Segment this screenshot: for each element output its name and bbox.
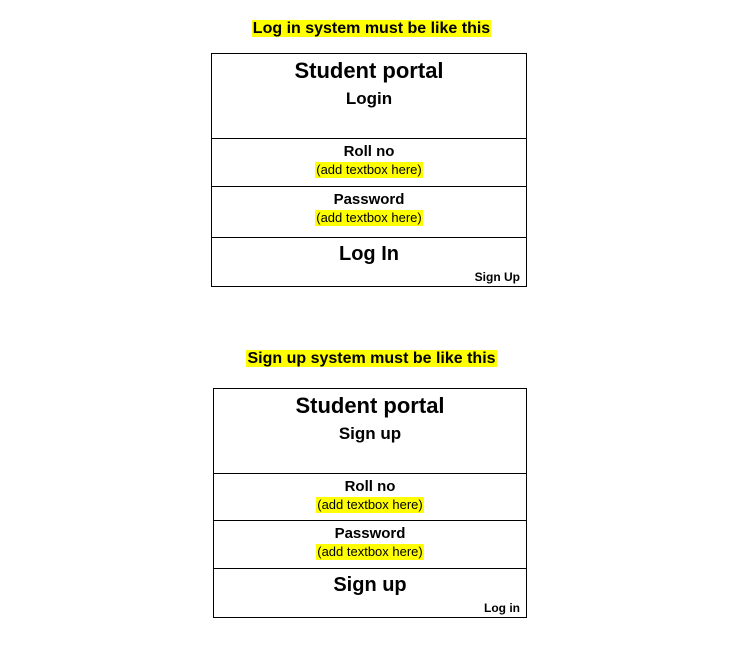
signup-heading-text: Sign up system must be like this (247, 350, 496, 367)
login-action-block (212, 242, 526, 266)
divider (212, 237, 526, 238)
sign-up-link[interactable]: Sign Up (474, 270, 520, 284)
log-in-link[interactable]: Log in (484, 601, 520, 615)
signup-section-heading (0, 349, 743, 369)
log-in-button[interactable]: Log In (339, 243, 399, 265)
roll-no-field[interactable] (212, 142, 526, 179)
password-textbox-placeholder[interactable]: (add textbox here) (316, 210, 422, 225)
login-subtitle: Login (345, 89, 393, 108)
roll-no-textbox-placeholder[interactable]: (add textbox here) (316, 162, 422, 177)
login-panel (211, 53, 527, 287)
password-label: Password (333, 191, 405, 208)
signup-panel (213, 388, 527, 618)
password-textbox-placeholder[interactable]: (add textbox here) (317, 544, 423, 559)
divider (212, 138, 526, 139)
login-section-heading (0, 19, 743, 39)
divider (214, 473, 526, 474)
login-title-block (212, 58, 526, 110)
roll-no-field[interactable] (214, 477, 526, 514)
signup-subtitle: Sign up (338, 424, 402, 443)
password-field[interactable] (214, 524, 526, 561)
portal-title: Student portal (294, 58, 444, 83)
portal-title: Student portal (295, 393, 445, 418)
password-field[interactable] (212, 190, 526, 227)
signup-title-block (214, 393, 526, 445)
login-heading-text: Log in system must be like this (252, 20, 491, 37)
sign-up-button[interactable]: Sign up (333, 574, 407, 596)
roll-no-textbox-placeholder[interactable]: (add textbox here) (317, 497, 423, 512)
roll-no-label: Roll no (344, 478, 396, 495)
password-label: Password (334, 525, 406, 542)
signup-action-block (214, 573, 526, 597)
divider (214, 568, 526, 569)
divider (214, 520, 526, 521)
divider (212, 186, 526, 187)
roll-no-label: Roll no (343, 143, 395, 160)
